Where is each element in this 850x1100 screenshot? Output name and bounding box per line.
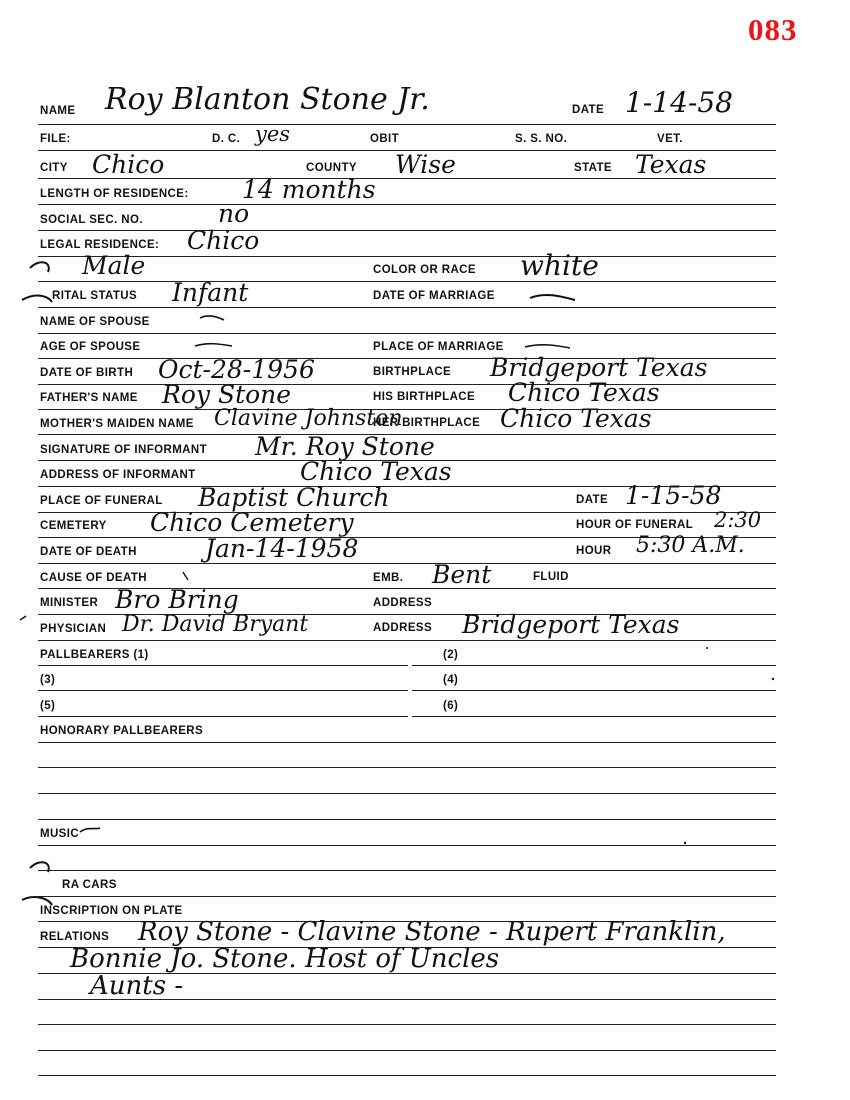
fathers-name-label: FATHER'S NAME [40,392,138,404]
mothers-maiden-name-value: Clavine Johnston [214,406,403,431]
date-of-marriage-label: DATE OF MARRIAGE [373,290,495,302]
mothers-maiden-name-label: MOTHER'S MAIDEN NAME [40,418,194,430]
hour-of-funeral-value: 2:30 [714,508,762,532]
marital-status-label: RITAL STATUS [52,290,138,302]
age-of-spouse-dash [195,344,232,346]
signature-of-informant-value: Mr. Roy Stone [255,432,435,461]
name-of-spouse-label: NAME OF SPOUSE [40,316,150,328]
minister-address-label: ADDRESS [373,597,433,609]
inscription-on-plate-label: INSCRIPTION ON PLATE [40,905,183,917]
city-value: Chico [92,150,165,179]
date-of-birth-label: DATE OF BIRTH [40,367,134,379]
his-birthplace-value: Chico Texas [508,378,660,407]
minister-value: Bro Bring [115,585,239,614]
her-birthplace-value: Chico Texas [500,404,652,433]
physician-address-label: ADDRESS [373,622,433,634]
honorary-pallbearers-label: HONORARY PALLBEARERS [40,725,204,737]
birthplace-label: BIRTHPLACE [373,366,452,378]
color-or-race-value: white [520,249,599,282]
date-of-death-label: DATE OF DEATH [40,546,137,558]
place-of-funeral-label: PLACE OF FUNERAL [40,495,163,507]
hole-punch-mark-upper [22,296,52,302]
address-of-informant-label: ADDRESS OF INFORMANT [40,469,196,481]
physician-value: Dr. David Bryant [122,612,309,637]
cars-label: RA CARS [62,879,117,891]
state-label: STATE [574,162,612,174]
legal-residence-label: LEGAL RESIDENCE: [40,239,160,251]
age-of-spouse-label: AGE OF SPOUSE [40,341,141,353]
cemetery-label: CEMETERY [40,520,107,532]
funeral-date-value: 1-15-58 [625,481,722,510]
physician-label: PHYSICIAN [40,623,107,635]
date-of-birth-value: Oct-28-1956 [158,355,315,384]
cemetery-value: Chico Cemetery [150,508,354,537]
date-of-death-value: Jan-14-1958 [205,534,359,563]
sex-value: Male [82,251,146,280]
place-of-marriage-dash [525,345,570,348]
state-value: Texas [635,150,707,179]
hole-punch-mark-lower [30,862,49,872]
city-label: CITY [40,162,68,174]
social-sec-no-value: no [218,199,250,228]
dc-value: yes [255,122,291,146]
hour-of-funeral-label: HOUR OF FUNERAL [576,519,694,531]
date-label: DATE [572,104,605,116]
pallbearers-2-label: (2) [443,649,459,661]
obit-label: OBIT [370,133,400,145]
emb-label: EMB. [373,572,404,584]
page-number: 083 [748,12,798,47]
music-label: MUSIC [40,828,80,840]
name-value: Roy Blanton Stone Jr. [105,82,430,117]
address-of-informant-value: Chico Texas [300,457,452,486]
pallbearers-4-label: (4) [443,674,459,686]
relations-label: RELATIONS [40,931,110,943]
relations-value-line-2: Bonnie Jo. Stone. Host of Uncles [70,944,500,974]
hour-label: HOUR [576,545,612,557]
social-sec-no-label: SOCIAL SEC. NO. [40,214,143,226]
fluid-label: FLUID [533,571,569,583]
physician-address-value: Bridgeport Texas [462,610,680,639]
signature-of-informant-label: SIGNATURE OF INFORMANT [40,444,208,456]
vet-label: VET. [657,133,683,145]
pallbearers-5-label: (5) [40,700,56,712]
pallbearers-3-label: (3) [40,674,56,686]
color-or-race-label: COLOR OR RACE [373,264,476,276]
name-of-spouse-dash [200,316,224,320]
birthplace-value: Bridgeport Texas [490,353,708,382]
length-of-residence-label: LENGTH OF RESIDENCE: [40,188,189,200]
date-of-marriage-dash [530,295,575,300]
hole-punch-mark-top [30,262,49,272]
county-value: Wise [395,150,456,179]
length-of-residence-value: 14 months [242,175,376,204]
dc-label: D. C. [212,133,241,145]
name-label: NAME [40,105,76,117]
relations-value-line-1: Roy Stone - Clavine Stone - Rupert Franklin, [138,917,726,947]
stray-dot [684,842,686,844]
date-value: 1-14-58 [625,86,733,119]
music-dash [80,828,100,832]
fathers-name-value: Roy Stone [162,380,292,409]
pallbearers-1-label: PALLBEARERS (1) [40,649,149,661]
stray-dot [772,678,774,680]
minister-label: MINISTER [40,597,99,609]
pallbearers-6-label: (6) [443,700,459,712]
margin-mark [20,616,26,620]
ss-no-label: S. S. NO. [515,133,568,145]
marital-status-value: Infant [172,278,249,307]
funeral-date-label: DATE [576,494,609,506]
her-birthplace-label: HER BIRTHPLACE [373,417,481,429]
stray-dot [706,647,708,649]
relations-value-line-3: Aunts - [90,971,184,1001]
county-label: COUNTY [306,162,357,174]
his-birthplace-label: HIS BIRTHPLACE [373,391,476,403]
file-label: FILE: [40,133,71,145]
cause-of-death-label: CAUSE OF DEATH [40,572,147,584]
emb-value: Bent [432,560,492,589]
legal-residence-value: Chico [187,226,260,255]
place-of-marriage-label: PLACE OF MARRIAGE [373,341,504,353]
place-of-funeral-value: Baptist Church [198,483,390,512]
cause-of-death-tick [183,572,188,580]
hour-value: 5:30 A.M. [636,533,745,558]
hole-punch-mark-bottom [22,897,52,905]
